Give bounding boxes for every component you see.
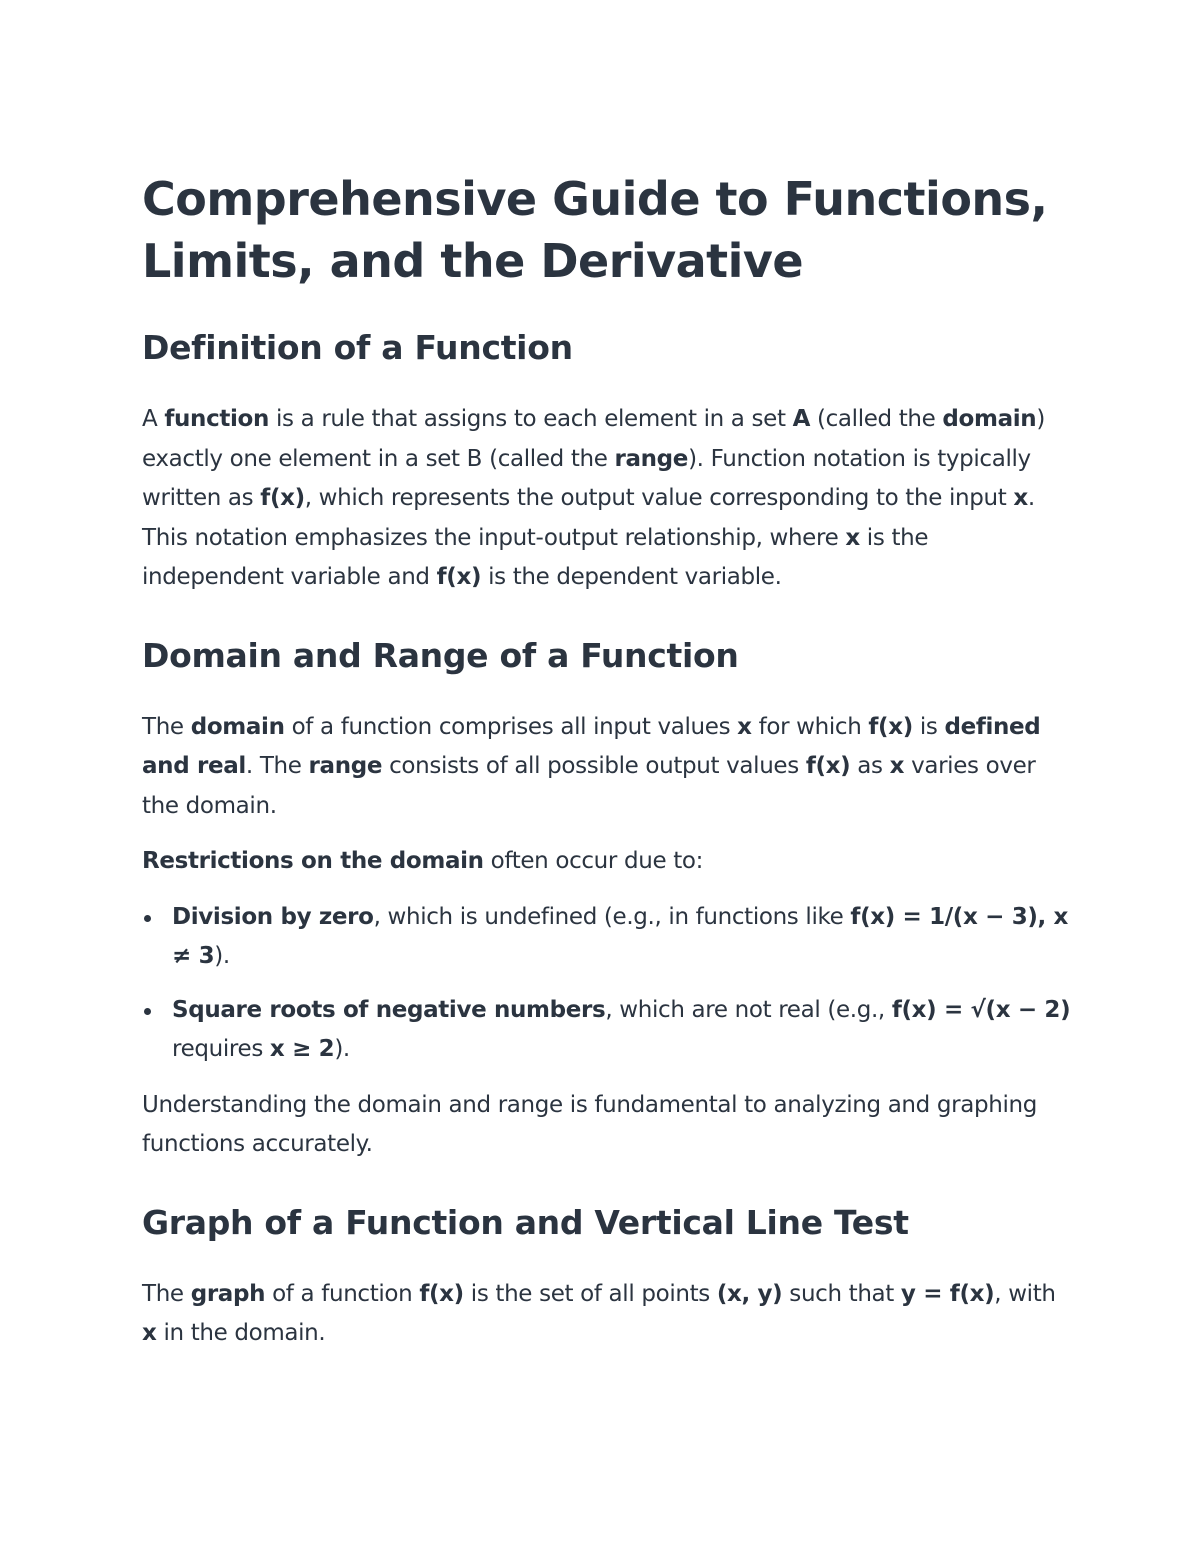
graph-paragraph: The graph of a function f(x) is the set of all points (x, y) such that y = f(x), with x in the domain. [142, 1280, 1056, 1346]
restrictions-list [142, 898, 1072, 1070]
section-heading-domain-range: Domain and Range of a Function [142, 635, 739, 675]
domain-range-summary: Understanding the domain and range is fundamental to analyzing and graphing functions accurately. [142, 1091, 1037, 1157]
domain-range-paragraph: The domain of a function comprises all input values x for which f(x) is defined and real. The range consists of all possible output values f(x) as x varies over the domain. [142, 713, 1041, 819]
section-heading-definition: Definition of a Function [142, 328, 573, 367]
document-title: Comprehensive Guide to Functions, Limits, and the Derivative [142, 172, 1048, 288]
document-page [142, 168, 1072, 1370]
list-item: Division by zero, which is undefined (e.g., in functions like f(x) = 1/(x − 3), x ≠ 3). [142, 898, 1072, 977]
restrictions-intro: Restrictions on the domain often occur due to: [142, 848, 704, 874]
definition-paragraph: A function is a rule that assigns to each element in a set A (called the domain) exactly one element in a set B (called the range). Function notation is typically written as f(x), which represents the output value corresponding to the input x. This notation emphasizes the input-output relationship, where x is the independent variable and f(x) is the dependent variable. [142, 406, 1045, 590]
section-heading-graph: Graph of a Function and Vertical Line Test [142, 1202, 909, 1242]
list-item: Square roots of negative numbers, which are not real (e.g., f(x) = √(x − 2) requires x ≥ 2). [142, 991, 1072, 1070]
